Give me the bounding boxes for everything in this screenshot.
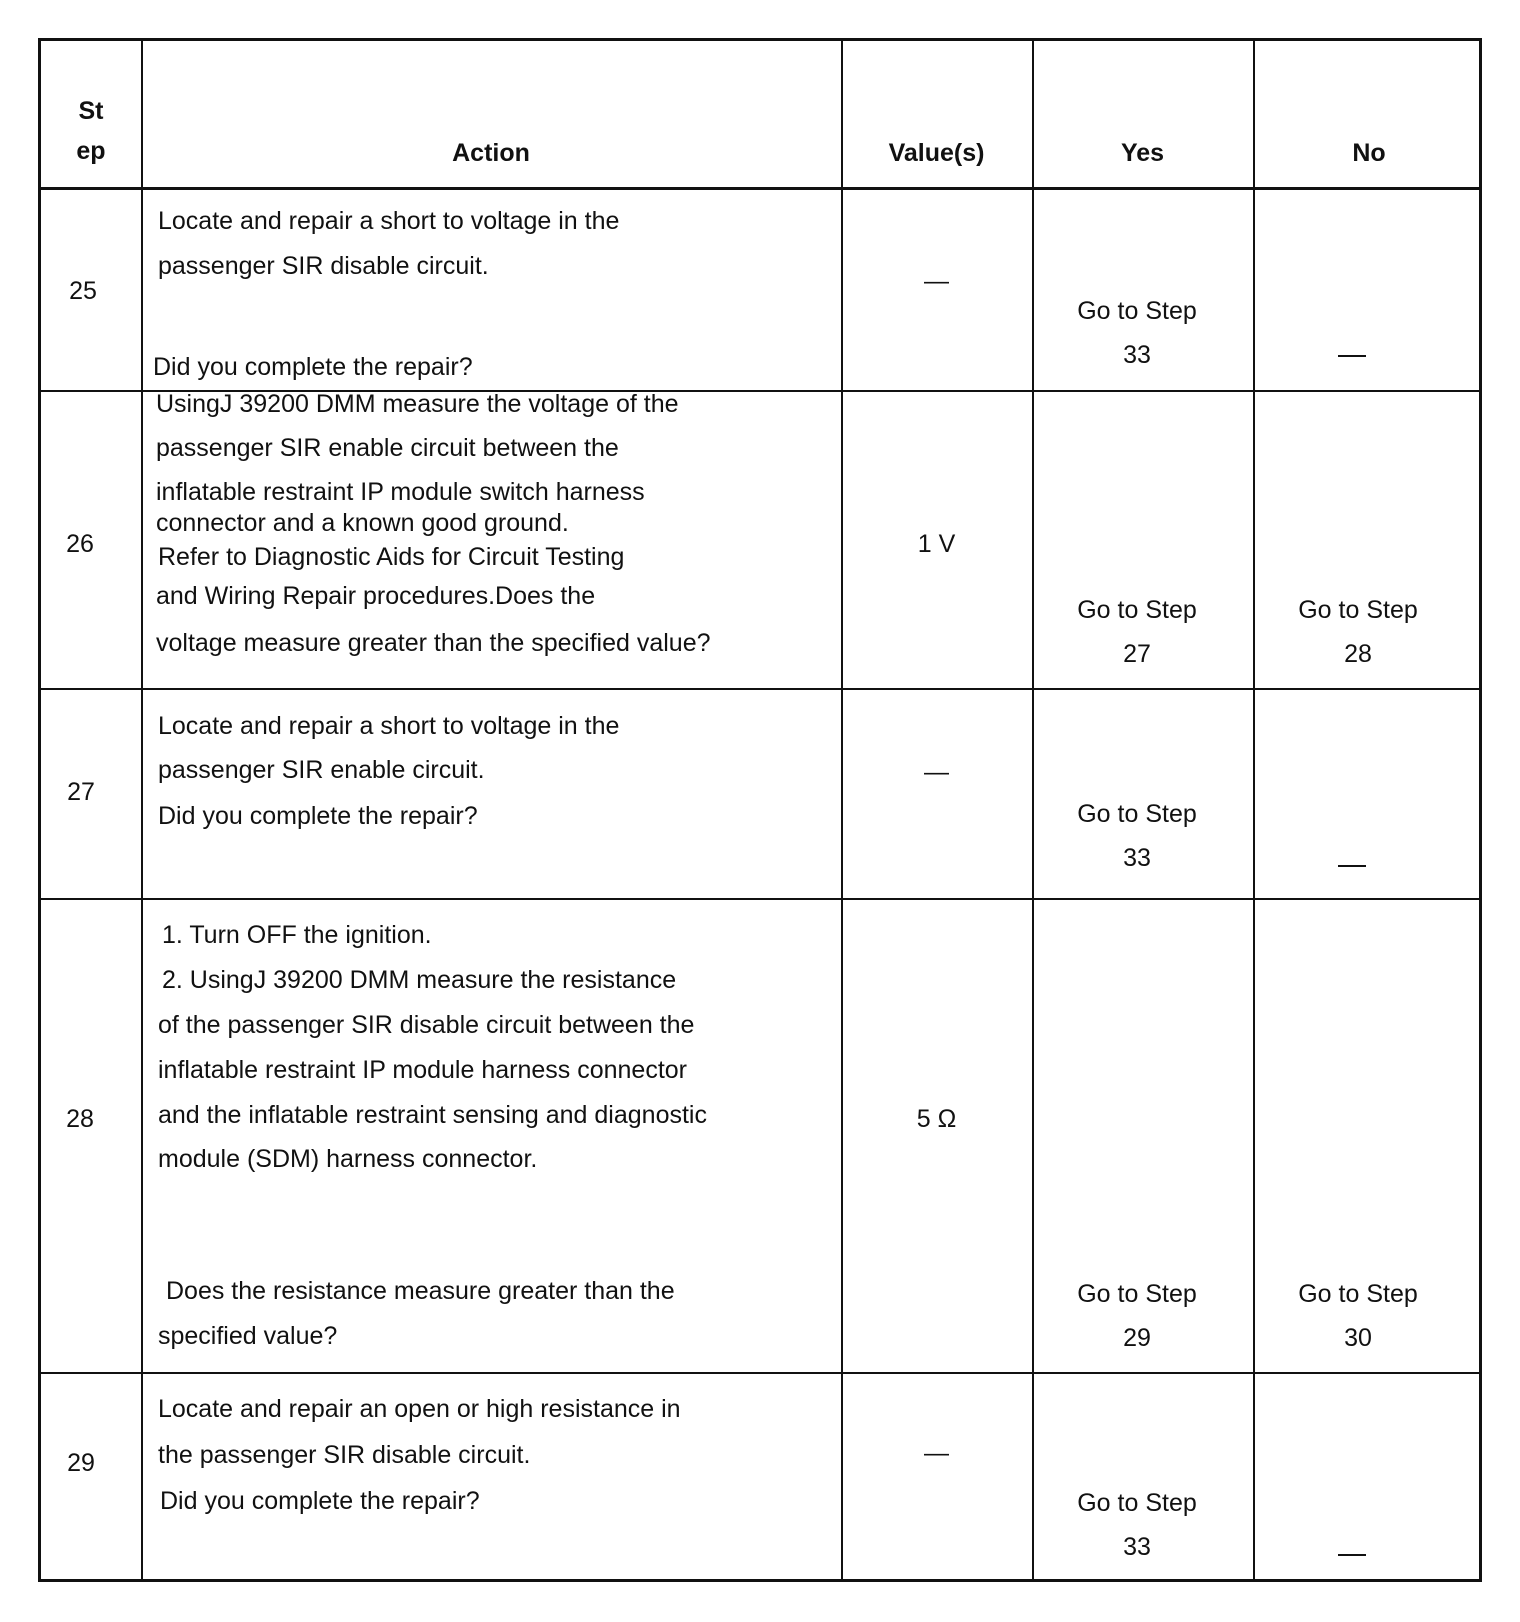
yes-cell	[1032, 1272, 1242, 1360]
action-line: Locate and repair a short to voltage in the	[158, 712, 620, 740]
row-divider	[41, 898, 1479, 900]
value-cell: 1 V	[917, 530, 956, 558]
diagnostic-table	[38, 38, 1482, 1582]
action-line: module (SDM) harness connector.	[158, 1145, 538, 1173]
no-dash	[1338, 1554, 1366, 1556]
action-line: Did you complete the repair?	[158, 802, 478, 830]
row-divider	[41, 688, 1479, 690]
yes-step-number: 33	[1123, 341, 1151, 369]
action-line: voltage measure greater than the specified value?	[156, 629, 711, 657]
header-step-line1: St	[78, 97, 104, 125]
action-line: inflatable restraint IP module switch harness	[156, 478, 645, 506]
yes-label: Go to Step	[1077, 1489, 1197, 1517]
header-divider	[41, 187, 1479, 190]
action-line: specified value?	[158, 1322, 338, 1350]
no-step-number: 28	[1344, 640, 1372, 668]
action-line: of the passenger SIR disable circuit between the	[158, 1011, 695, 1039]
no-dash	[1338, 865, 1366, 867]
action-line: and Wiring Repair procedures.Does the	[156, 582, 596, 610]
step-number: 26	[66, 530, 94, 558]
header-values: Value(s)	[888, 139, 985, 167]
no-dash	[1338, 355, 1366, 357]
action-line: the passenger SIR disable circuit.	[158, 1441, 531, 1469]
action-line: inflatable restraint IP module harness connector	[158, 1056, 688, 1084]
header-step	[41, 91, 141, 171]
action-line: Did you complete the repair?	[160, 1487, 480, 1515]
step-number: 25	[69, 277, 97, 305]
action-line: Locate and repair a short to voltage in the	[158, 207, 620, 235]
yes-label: Go to Step	[1077, 800, 1197, 828]
no-cell	[1253, 588, 1463, 676]
header-step-line2: ep	[76, 137, 106, 165]
action-line: and the inflatable restraint sensing and diagnostic	[158, 1101, 707, 1129]
no-label: Go to Step	[1298, 1280, 1418, 1308]
value-cell: —	[924, 1439, 949, 1467]
yes-cell	[1032, 588, 1242, 676]
yes-cell	[1032, 792, 1242, 880]
column-divider	[141, 41, 143, 1579]
yes-label: Go to Step	[1077, 1280, 1197, 1308]
action-line: passenger SIR enable circuit between the	[156, 434, 619, 462]
action-line: passenger SIR disable circuit.	[158, 252, 489, 280]
action-line: Does the resistance measure greater than the	[166, 1277, 675, 1305]
header-no: No	[1352, 139, 1386, 167]
action-line: UsingJ 39200 DMM measure the voltage of the	[156, 390, 679, 418]
yes-step-number: 27	[1123, 640, 1151, 668]
action-line: Locate and repair an open or high resistance in	[158, 1395, 681, 1423]
yes-step-number: 29	[1123, 1324, 1151, 1352]
step-number: 28	[66, 1105, 94, 1133]
header-action: Action	[452, 139, 530, 167]
value-cell: 5 Ω	[916, 1105, 957, 1133]
yes-cell	[1032, 289, 1242, 377]
header-yes: Yes	[1120, 139, 1165, 167]
no-cell	[1253, 1272, 1463, 1360]
yes-label: Go to Step	[1077, 596, 1197, 624]
action-line: Refer to Diagnostic Aids for Circuit Testing	[158, 543, 625, 571]
yes-step-number: 33	[1123, 844, 1151, 872]
yes-cell	[1032, 1481, 1242, 1569]
action-line: passenger SIR enable circuit.	[158, 756, 485, 784]
action-line: 2. UsingJ 39200 DMM measure the resistance	[162, 966, 677, 994]
value-cell: —	[924, 267, 949, 295]
no-step-number: 30	[1344, 1324, 1372, 1352]
step-number: 27	[67, 778, 95, 806]
action-line: connector and a known good ground.	[156, 509, 569, 537]
step-number: 29	[67, 1449, 95, 1477]
action-line: Did you complete the repair?	[153, 353, 473, 381]
no-label: Go to Step	[1298, 596, 1418, 624]
row-divider	[41, 1372, 1479, 1374]
yes-step-number: 33	[1123, 1533, 1151, 1561]
value-cell: —	[924, 758, 949, 786]
action-line: 1. Turn OFF the ignition.	[162, 921, 432, 949]
yes-label: Go to Step	[1077, 297, 1197, 325]
